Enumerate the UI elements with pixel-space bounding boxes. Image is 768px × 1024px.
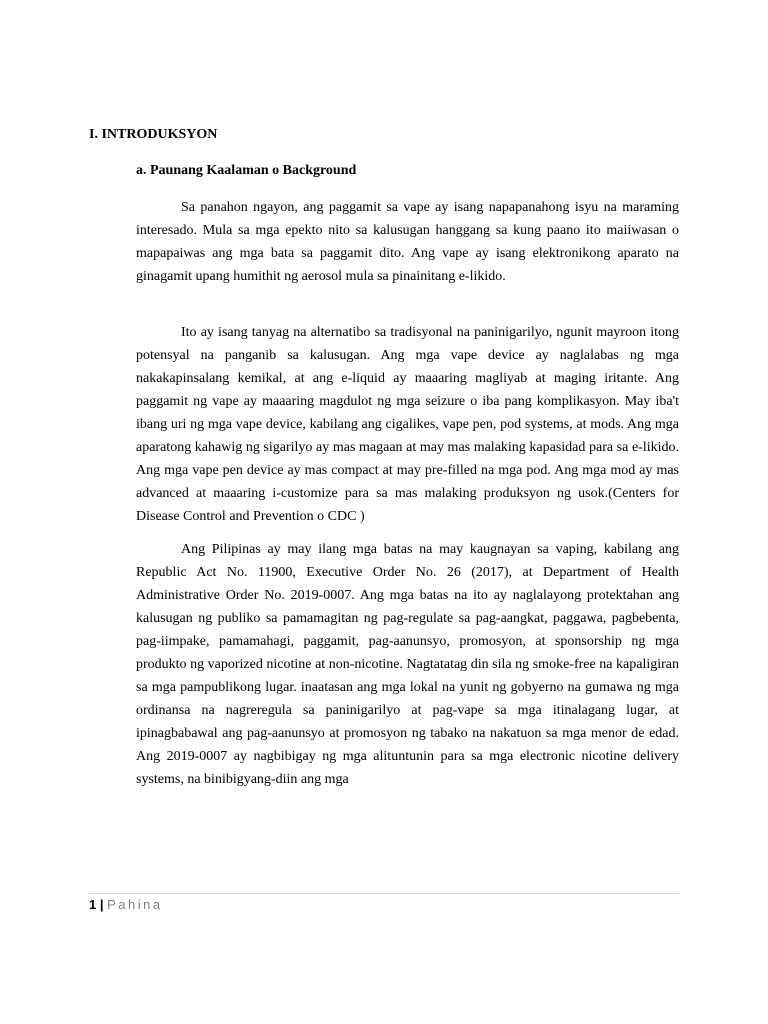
body-paragraph-2: Ito ay isang tanyag na alternatibo sa tradisyonal na paninigarilyo, ngunit mayroon itong potensyal na panganib sa kalusugan. Ang mga vape device ay naglalabas ng mga nakakapinsalang kemikal, at ang e-liquid ay maaaring magliyab at maging iritante. Ang paggamit ng vape ay maaaring magdulot ng mga seizure o iba pang komplikasyon. May iba't ibang uri ng mga vape device, kabilang ang cigalikes, vape pen, pod systems, at mods. Ang mga aparatong kahawig ng sigarilyo ay mas magaan at may mas malaking kapasidad para sa e-likido. Ang mga vape pen device ay mas compact at may pre-filled na mga pod. Ang mga mod ay mas advanced at maaaring i-customize para sa mas malaking produksyon ng usok.(Centers for Disease Control and Prevention o CDC ): [136, 325, 679, 524]
page-footer: [89, 897, 163, 913]
page-label: Pahina: [107, 897, 163, 912]
subsection-heading: a. Paunang Kaalaman o Background: [136, 163, 357, 178]
section-heading: I. INTRODUKSYON: [89, 127, 218, 142]
footer-divider: [89, 893, 679, 894]
page-number: 1: [89, 897, 97, 912]
body-paragraph-1: Sa panahon ngayon, ang paggamit sa vape ay isang napapanahong isyu na maraming interesado. Mula sa mga epekto nito sa kalusugan hanggang sa kung paano ito maiiwasan o mapapaiwas ang mga bata sa paggamit dito. Ang vape ay isang elektronikong aparato na ginagamit upang humithit ng aerosol mula sa pinainitang e-likido.: [136, 200, 679, 284]
body-paragraph-3: Ang Pilipinas ay may ilang mga batas na may kaugnayan sa vaping, kabilang ang Republic Act No. 11900, Executive Order No. 26 (2017), at Department of Health Administrative Order No. 2019-0007. Ang mga batas na ito ay naglalayong protektahan ang kalusugan ng publiko sa pamamagitan ng pag-regulate sa pag-aangkat, paggawa, pagbebenta, pag-iimpake, pamamahagi, paggamit, pag-aanunsyo, promosyon, at sponsorship ng mga produkto ng vaporized nicotine at non-nicotine. Nagtatatag din sila ng smoke-free na kapaligiran sa mga pampublikong lugar. inaatasan ang mga lokal na yunit ng gobyerno na gumawa ng mga ordinansa na nagreregula sa paninigarilyo at pag-vape sa mga itinalagang lugar, at ipinagbabawal ang pag-aanunsyo at promosyon ng tabako na nakatuon sa mga menor de edad. Ang 2019-0007 ay nagbibigay ng mga alituntunin para sa mga electronic nicotine delivery systems, na binibigyang-diin ang mga: [136, 542, 679, 787]
footer-separator: |: [99, 897, 104, 912]
